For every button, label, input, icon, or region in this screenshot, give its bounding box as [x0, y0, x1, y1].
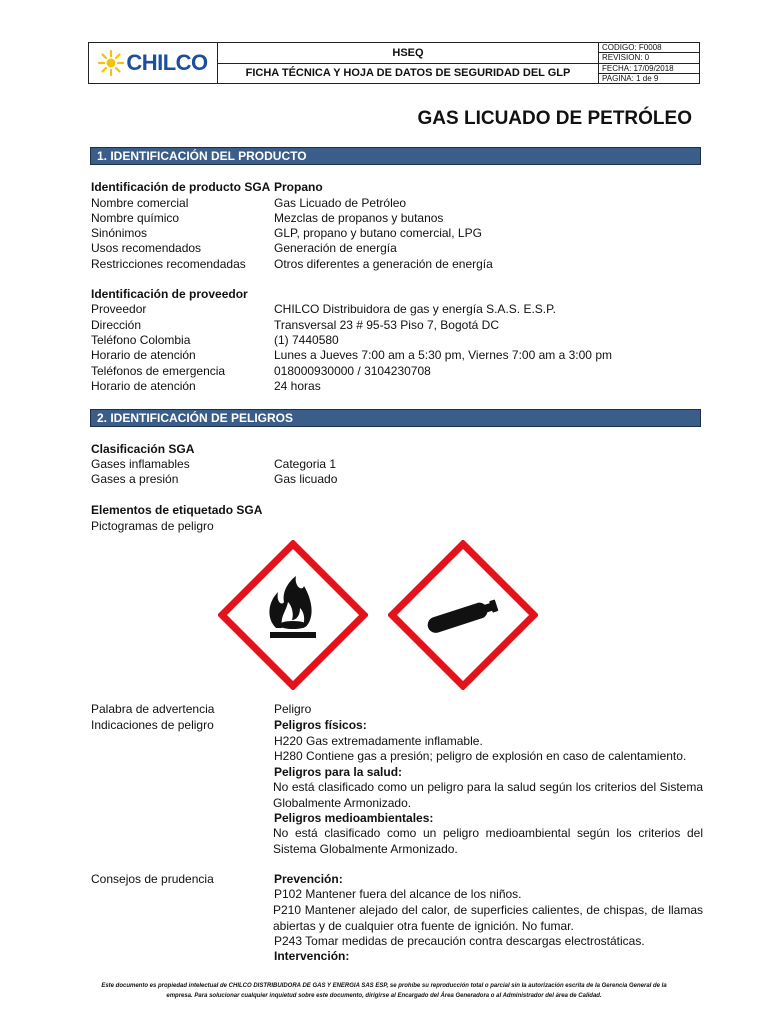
- row-label: Sinónimos: [91, 226, 148, 240]
- env-hazards-text: No está clasificado como un peligro medioambiental según los criterios del Sistema Globalmente Armonizado.: [273, 826, 703, 856]
- precaution-label: Consejos de prudencia: [91, 872, 214, 886]
- page-title: GAS LICUADO DE PETRÓLEO: [417, 108, 692, 129]
- meta-page: PAGINA: 1 de 9: [599, 73, 699, 83]
- row-label: Horario de atención: [91, 348, 196, 362]
- row-label: Usos recomendados: [91, 241, 202, 255]
- product-id-label: Identificación de producto SGA: [91, 180, 271, 194]
- meta-code: CODIGO: F0008: [602, 43, 662, 53]
- logo: [89, 43, 218, 83]
- meta-date: FECHA: 17/09/2018: [599, 63, 699, 73]
- h220-statement: H220 Gas extremadamente inflamable.: [274, 734, 483, 748]
- row-value: Gas licuado: [274, 472, 338, 486]
- document-header: [88, 42, 700, 84]
- row-value: Mezclas de propanos y butanos: [274, 211, 444, 225]
- gas-cylinder-icon: [388, 540, 538, 690]
- sun-icon: [98, 50, 124, 76]
- health-hazards-text: No está clasificado como un peligro para la salud según los criterios del Sistema Globalmente Armonizado.: [273, 780, 703, 810]
- supplier-heading: Identificación de proveedor: [91, 287, 248, 301]
- row-value: Otros diferentes a generación de energía: [274, 257, 493, 271]
- physical-hazards-heading: Peligros físicos:: [274, 718, 367, 732]
- pictograms-label: Pictogramas de peligro: [91, 519, 214, 533]
- row-value: 24 horas: [274, 379, 321, 393]
- flame-icon: [218, 540, 368, 690]
- row-value: CHILCO Distribuidora de gas y energía S.A.S. E.S.P.: [274, 302, 556, 316]
- meta-revision: REVISION: 0: [599, 52, 699, 62]
- row-label: Teléfonos de emergencia: [91, 364, 226, 378]
- section-1-header: 1. IDENTIFICACIÓN DEL PRODUCTO: [90, 147, 701, 165]
- footer-notice: Este documento es propiedad intelectual de CHILCO DISTRIBUIDORA DE GAS Y ENERGIA SAS ESP, se prohíbe su reproducción total o parcial sin la autorización escrita de la Gerencia General de la empresa. Para solucionar cualquier inquietud sobre este documento, dirigirse al Encargado del Área Generadora o al Administrador del área de Calidad.: [101, 983, 667, 999]
- row-label: Restricciones recomendadas: [91, 257, 246, 271]
- health-hazards-heading: Peligros para la salud:: [274, 765, 403, 779]
- product-id-value: Propano: [274, 180, 323, 194]
- classification-heading: Clasificación SGA: [91, 442, 195, 456]
- row-value: Categoria 1: [274, 457, 337, 471]
- row-value: Lunes a Jueves 7:00 am a 5:30 pm, Viernes 7:00 am a 3:00 pm: [274, 348, 612, 362]
- row-label: Gases a presión: [91, 472, 179, 486]
- hazard-statements-label: Indicaciones de peligro: [91, 718, 214, 732]
- section-2-header: 2. IDENTIFICACIÓN DE PELIGROS: [90, 409, 701, 427]
- row-value: GLP, propano y butano comercial, LPG: [274, 226, 482, 240]
- row-value: Generación de energía: [274, 241, 397, 255]
- row-label: Nombre comercial: [91, 196, 189, 210]
- department-label: HSEQ: [392, 46, 424, 59]
- signal-word-value: Peligro: [274, 702, 312, 716]
- hazard-pictograms: [218, 540, 538, 690]
- row-value: 018000930000 / 3104230708: [274, 364, 431, 378]
- row-label: Gases inflamables: [91, 457, 190, 471]
- form-title: FICHA TÉCNICA Y HOJA DE DATOS DE SEGURIDAD DEL GLP: [218, 63, 598, 84]
- signal-word-label: Palabra de advertencia: [91, 702, 215, 716]
- row-label: Horario de atención: [91, 379, 196, 393]
- prevention-heading: Prevención:: [274, 872, 343, 886]
- row-value: (1) 7440580: [274, 333, 339, 347]
- env-hazards-heading: Peligros medioambientales:: [274, 811, 434, 825]
- p210-statement: P210 Mantener alejado del calor, de superficies calientes, de chispas, de llamas abiertas y de cualquier otra fuente de ignición. No fumar.: [273, 903, 703, 933]
- row-label: Dirección: [91, 318, 142, 332]
- row-label: Teléfono Colombia: [91, 333, 191, 347]
- row-value: Gas Licuado de Petróleo: [274, 196, 407, 210]
- intervention-heading: Intervención:: [274, 949, 350, 963]
- row-label: Proveedor: [91, 302, 147, 316]
- h280-statement: H280 Contiene gas a presión; peligro de explosión en caso de calentamiento.: [274, 749, 687, 763]
- row-label: Nombre químico: [91, 211, 180, 225]
- row-value: Transversal 23 # 95-53 Piso 7, Bogotá DC: [274, 318, 500, 332]
- p102-statement: P102 Mantener fuera del alcance de los niños.: [274, 887, 522, 901]
- logo-text: CHILCO: [126, 50, 208, 75]
- document-meta: [599, 43, 699, 83]
- labeling-heading: Elementos de etiquetado SGA: [91, 503, 263, 517]
- header-titles: [218, 43, 599, 83]
- p243-statement: P243 Tomar medidas de precaución contra descargas electrostáticas.: [274, 934, 645, 948]
